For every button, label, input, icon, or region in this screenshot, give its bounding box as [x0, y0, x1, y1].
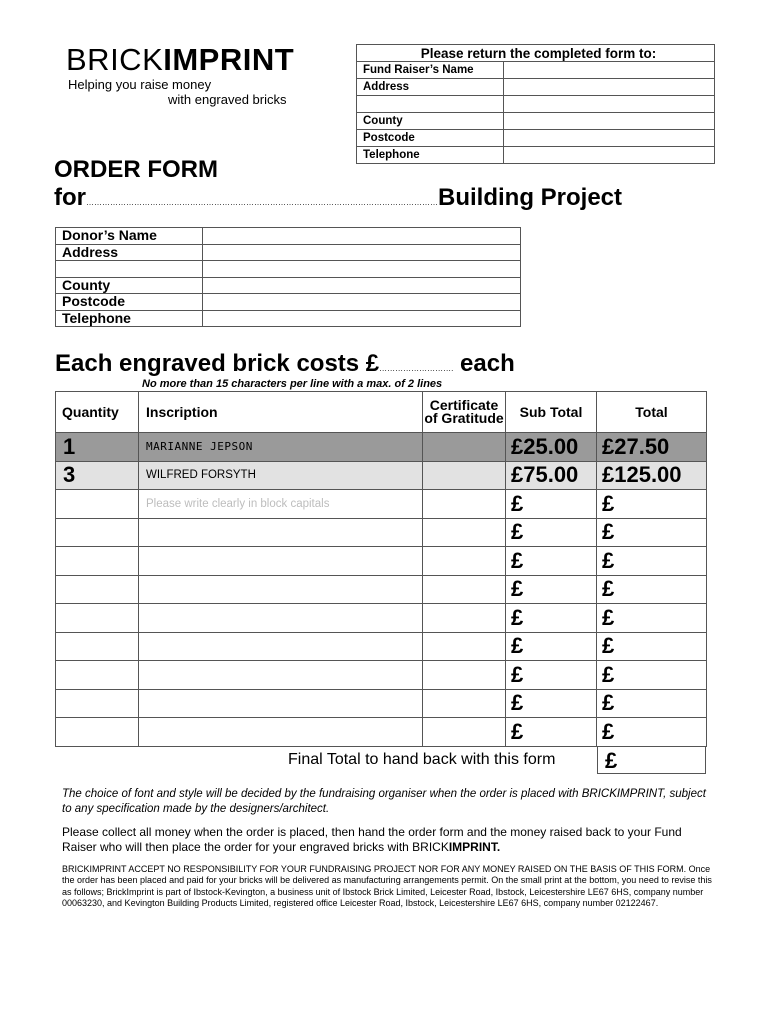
return-field-postcode[interactable]: [504, 130, 715, 147]
quantity-cell[interactable]: [56, 718, 139, 747]
inscription-cell[interactable]: [139, 518, 423, 547]
quantity-cell[interactable]: [56, 547, 139, 576]
certificate-cell[interactable]: [423, 632, 506, 661]
certificate-cell[interactable]: [423, 490, 506, 519]
disclaimer: BRICKIMPRINT ACCEPT NO RESPONSIBILITY FOR YOUR FUNDRAISING PROJECT NOR FOR ANY MONEY RAISED ON THE BASIS OF THIS FORM. Once the order has been placed and paid for your bricks will be delivered as manufacturing arrangements permit. On the small print at the bottom, you need to revise this as follows; BrickImprint is part of Ibstock-Kevington, a business unit of Ibstock Brick Limited, Leicester Road, Ibstock, Leicestershire LE67 6HS, company number 00063230, and Kevington Building Products Limited, registered office Leicester Road, Ibstock, Leicestershire LE67 6HS, company number 02122467.: [62, 864, 712, 908]
table-row: [56, 604, 707, 633]
donor-label-address-2: [56, 261, 203, 278]
donor-label-address: Address: [56, 244, 203, 261]
return-field-name[interactable]: [504, 62, 715, 79]
brand-name-light: BRICK: [66, 42, 164, 77]
header-quantity: Quantity: [56, 392, 139, 433]
total-cell[interactable]: £27.50: [597, 433, 707, 462]
project-line: [54, 184, 622, 212]
donor-field-postcode[interactable]: [203, 294, 521, 311]
quantity-cell[interactable]: [56, 518, 139, 547]
total-cell[interactable]: £: [597, 547, 707, 576]
quantity-cell[interactable]: [56, 490, 139, 519]
total-cell[interactable]: £: [597, 718, 707, 747]
collection-note-brand: IMPRINT.: [448, 840, 501, 854]
table-row: [56, 461, 707, 490]
total-cell[interactable]: £: [597, 604, 707, 633]
inscription-cell[interactable]: [139, 547, 423, 576]
order-table: [55, 391, 707, 747]
inscription-note: No more than 15 characters per line with a max. of 2 lines: [142, 378, 443, 390]
table-row: [56, 632, 707, 661]
cost-suffix: each: [453, 350, 515, 377]
subtotal-cell[interactable]: £: [506, 547, 597, 576]
font-style-note: The choice of font and style will be decided by the fundraising organiser when the order is placed with BRICKIMPRINT, subject to any specification made by the designers/architect.: [62, 788, 706, 815]
brick-cost-line: [55, 350, 515, 378]
final-total-label: Final Total to hand back with this form: [288, 751, 556, 768]
certificate-cell[interactable]: [423, 718, 506, 747]
subtotal-cell[interactable]: £: [506, 632, 597, 661]
donor-field-county[interactable]: [203, 277, 521, 294]
cost-prefix: Each engraved brick costs £: [55, 350, 380, 377]
donor-label-telephone: Telephone: [56, 310, 203, 327]
total-cell[interactable]: £: [597, 661, 707, 690]
donor-field-name[interactable]: [203, 228, 521, 245]
return-label-postcode: Postcode: [357, 130, 504, 147]
donor-label-postcode: Postcode: [56, 294, 203, 311]
certificate-cell[interactable]: [423, 518, 506, 547]
return-field-county[interactable]: [504, 113, 715, 130]
brand-name-bold: IMPRINT: [163, 42, 295, 77]
collection-note-text: Please collect all money when the order is placed, then hand the order form and the money raised back to your Fund Raiser who will then place the order for your engraved bricks with BRICK: [62, 825, 682, 854]
certificate-cell[interactable]: [423, 461, 506, 490]
donor-details-box: [55, 227, 521, 327]
return-label-name: Fund Raiser’s Name: [357, 62, 504, 79]
inscription-cell[interactable]: [139, 689, 423, 718]
collection-note: [62, 825, 712, 855]
return-label-address: Address: [357, 79, 504, 96]
quantity-cell[interactable]: [56, 689, 139, 718]
certificate-cell[interactable]: [423, 689, 506, 718]
cost-blank[interactable]: ……………………….: [379, 364, 454, 373]
total-cell[interactable]: £125.00: [597, 461, 707, 490]
total-cell[interactable]: £: [597, 632, 707, 661]
inscription-cell[interactable]: [139, 632, 423, 661]
inscription-cell[interactable]: MARIANNE JEPSON: [139, 433, 423, 462]
table-row: [56, 518, 707, 547]
subtotal-cell[interactable]: £75.00: [506, 461, 597, 490]
donor-field-address-2[interactable]: [203, 261, 521, 278]
quantity-cell[interactable]: [56, 661, 139, 690]
project-suffix: Building Project: [438, 184, 623, 211]
brand-tagline-1: Helping you raise money: [68, 77, 212, 92]
return-address-box: [356, 44, 715, 164]
final-total-field[interactable]: £: [597, 746, 706, 774]
donor-field-address[interactable]: [203, 244, 521, 261]
subtotal-cell[interactable]: £: [506, 575, 597, 604]
subtotal-cell[interactable]: £: [506, 661, 597, 690]
for-label: for: [54, 184, 86, 211]
donor-label-name: Donor’s Name: [56, 228, 203, 245]
total-cell[interactable]: £: [597, 518, 707, 547]
header-subtotal: Sub Total: [506, 392, 597, 433]
inscription-cell[interactable]: [139, 718, 423, 747]
subtotal-cell[interactable]: £25.00: [506, 433, 597, 462]
donor-label-county: County: [56, 277, 203, 294]
return-box-header: Please return the completed form to:: [357, 45, 715, 62]
inscription-cell[interactable]: [139, 604, 423, 633]
total-cell[interactable]: £: [597, 575, 707, 604]
return-field-address[interactable]: [504, 79, 715, 96]
quantity-cell[interactable]: [56, 632, 139, 661]
inscription-cell[interactable]: [139, 661, 423, 690]
subtotal-cell[interactable]: £: [506, 518, 597, 547]
return-field-address-2[interactable]: [504, 96, 715, 113]
certificate-cell[interactable]: [423, 433, 506, 462]
project-name-blank[interactable]: ……………………………………………………………………………………………………………………: [86, 198, 438, 207]
return-label-county: County: [357, 113, 504, 130]
table-row: [56, 718, 707, 747]
table-row: [56, 433, 707, 462]
page-title: ORDER FORM: [54, 156, 218, 183]
return-label-telephone: Telephone: [357, 147, 504, 164]
quantity-cell[interactable]: [56, 575, 139, 604]
table-row: [56, 661, 707, 690]
quantity-cell[interactable]: 1: [56, 433, 139, 462]
inscription-cell[interactable]: [139, 575, 423, 604]
certificate-cell[interactable]: [423, 547, 506, 576]
inscription-cell[interactable]: WILFRED FORSYTH: [139, 461, 423, 490]
return-label-address-2: [357, 96, 504, 113]
header-certificate: Certificate of Gratitude: [423, 392, 506, 433]
quantity-cell[interactable]: 3: [56, 461, 139, 490]
total-cell[interactable]: £: [597, 689, 707, 718]
table-row: [56, 490, 707, 519]
header-inscription: Inscription: [139, 392, 423, 433]
certificate-cell[interactable]: [423, 604, 506, 633]
quantity-cell[interactable]: [56, 604, 139, 633]
table-row: [56, 547, 707, 576]
certificate-cell[interactable]: [423, 575, 506, 604]
subtotal-cell[interactable]: £: [506, 718, 597, 747]
subtotal-cell[interactable]: £: [506, 604, 597, 633]
brand-tagline-2: with engraved bricks: [168, 92, 287, 107]
subtotal-cell[interactable]: £: [506, 490, 597, 519]
table-row: [56, 575, 707, 604]
subtotal-cell[interactable]: £: [506, 689, 597, 718]
brand-logo: [66, 44, 294, 75]
total-cell[interactable]: £: [597, 490, 707, 519]
return-field-telephone[interactable]: [504, 147, 715, 164]
header-total: Total: [597, 392, 707, 433]
inscription-cell[interactable]: Please write clearly in block capitals: [139, 490, 423, 519]
order-rows: [56, 433, 707, 747]
table-row: [56, 689, 707, 718]
donor-field-telephone[interactable]: [203, 310, 521, 327]
certificate-cell[interactable]: [423, 661, 506, 690]
